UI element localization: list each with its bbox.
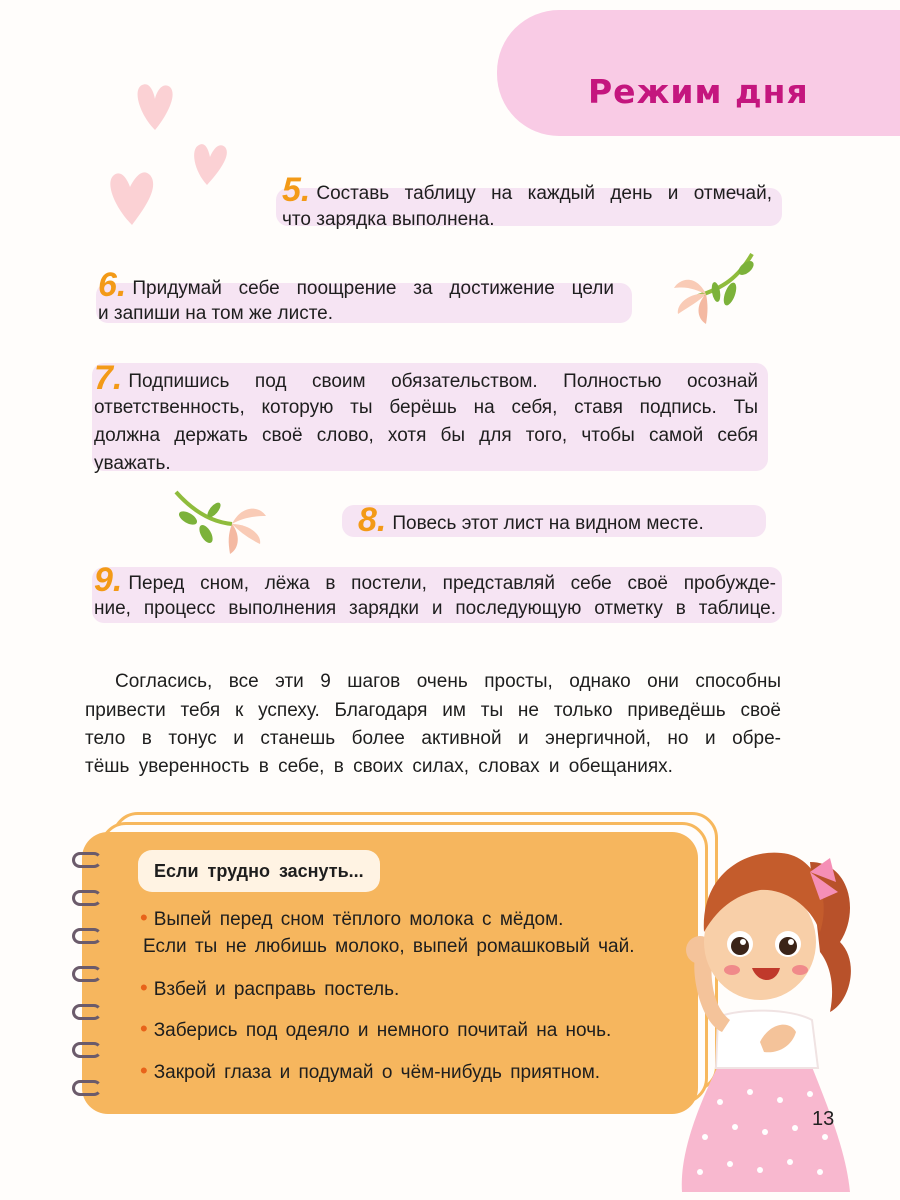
tip-item-continuation: Если ты не любишь молоко, выпей ромашковый чай. [143, 936, 635, 957]
flower-icon [170, 488, 270, 558]
spiral-ring [72, 928, 102, 944]
step-7-line-2: ответственность, которую ты берёшь на себя, ставя подпись. Ты [94, 397, 758, 418]
step-number: 9. [94, 561, 123, 599]
tip-item: • Закрой глаза и подумай о чём-нибудь приятном. [140, 1058, 601, 1083]
bullet-icon: • [140, 1016, 148, 1041]
spiral-ring [72, 1004, 102, 1020]
heart-icon [138, 84, 173, 130]
tip-item: • Выпей перед сном тёплого молока с мёдом. [140, 905, 564, 930]
paragraph-line: тёшь уверенность в себе, в своих силах, словах и обещаниях. [85, 756, 673, 777]
step-7-line-4: уважать. [94, 453, 171, 474]
hearts-icon [100, 75, 250, 235]
paragraph-line: привести тебя к успеху. Благодаря им ты не только приведёшь своё [85, 700, 781, 721]
paragraph-line: Согласись, все эти 9 шагов очень просты, однако они способны [115, 671, 781, 692]
page-title: Режим дня [588, 72, 809, 111]
heart-icon [110, 172, 153, 225]
tip-item: • Заберись под одеяло и немного почитай на ночь. [140, 1016, 612, 1041]
step-7-line-3: должна держать своё слово, хотя бы для того, чтобы самой себя [94, 425, 758, 446]
bullet-icon: • [140, 975, 148, 1000]
page-number: 13 [812, 1108, 835, 1130]
step-6-line-2: и запиши на том же листе. [98, 303, 334, 324]
spiral-ring [72, 1042, 102, 1058]
bullet-icon: • [140, 905, 148, 930]
step-number: 7. [94, 359, 123, 397]
step-number: 5. [282, 171, 311, 209]
bullet-icon: • [140, 1058, 148, 1083]
spiral-ring [72, 852, 102, 868]
step-7: 7. Подпишись под своим обязательством. Полностью осознай [94, 359, 758, 397]
tips-title: Если трудно заснуть... [138, 850, 380, 892]
heart-icon [194, 144, 227, 185]
paragraph-line: тело в тонус и станешь более активной и энергичной, но и обре- [85, 728, 781, 749]
tip-item: • Взбей и расправь постель. [140, 975, 400, 1000]
step-6: 6. Придумай себе поощрение за достижение цели [98, 266, 614, 304]
step-number: 6. [98, 266, 127, 304]
step-5: 5. Составь таблицу на каждый день и отмечай, [282, 171, 772, 209]
spiral-ring [72, 1080, 102, 1096]
flower-icon [668, 248, 763, 328]
spiral-ring [72, 890, 102, 906]
step-number: 8. [358, 501, 387, 539]
step-9-line-2: ние, процесс выполнения зарядки и последующую отметку в таблице. [94, 598, 776, 619]
girl-illustration [660, 832, 860, 1200]
step-9: 9. Перед сном, лёжа в постели, представляй себе своё пробужде- [94, 561, 776, 599]
step-5-line-2: что зарядка выполнена. [282, 209, 495, 230]
step-8: 8. Повесь этот лист на видном месте. [358, 501, 704, 539]
spiral-ring [72, 966, 102, 982]
